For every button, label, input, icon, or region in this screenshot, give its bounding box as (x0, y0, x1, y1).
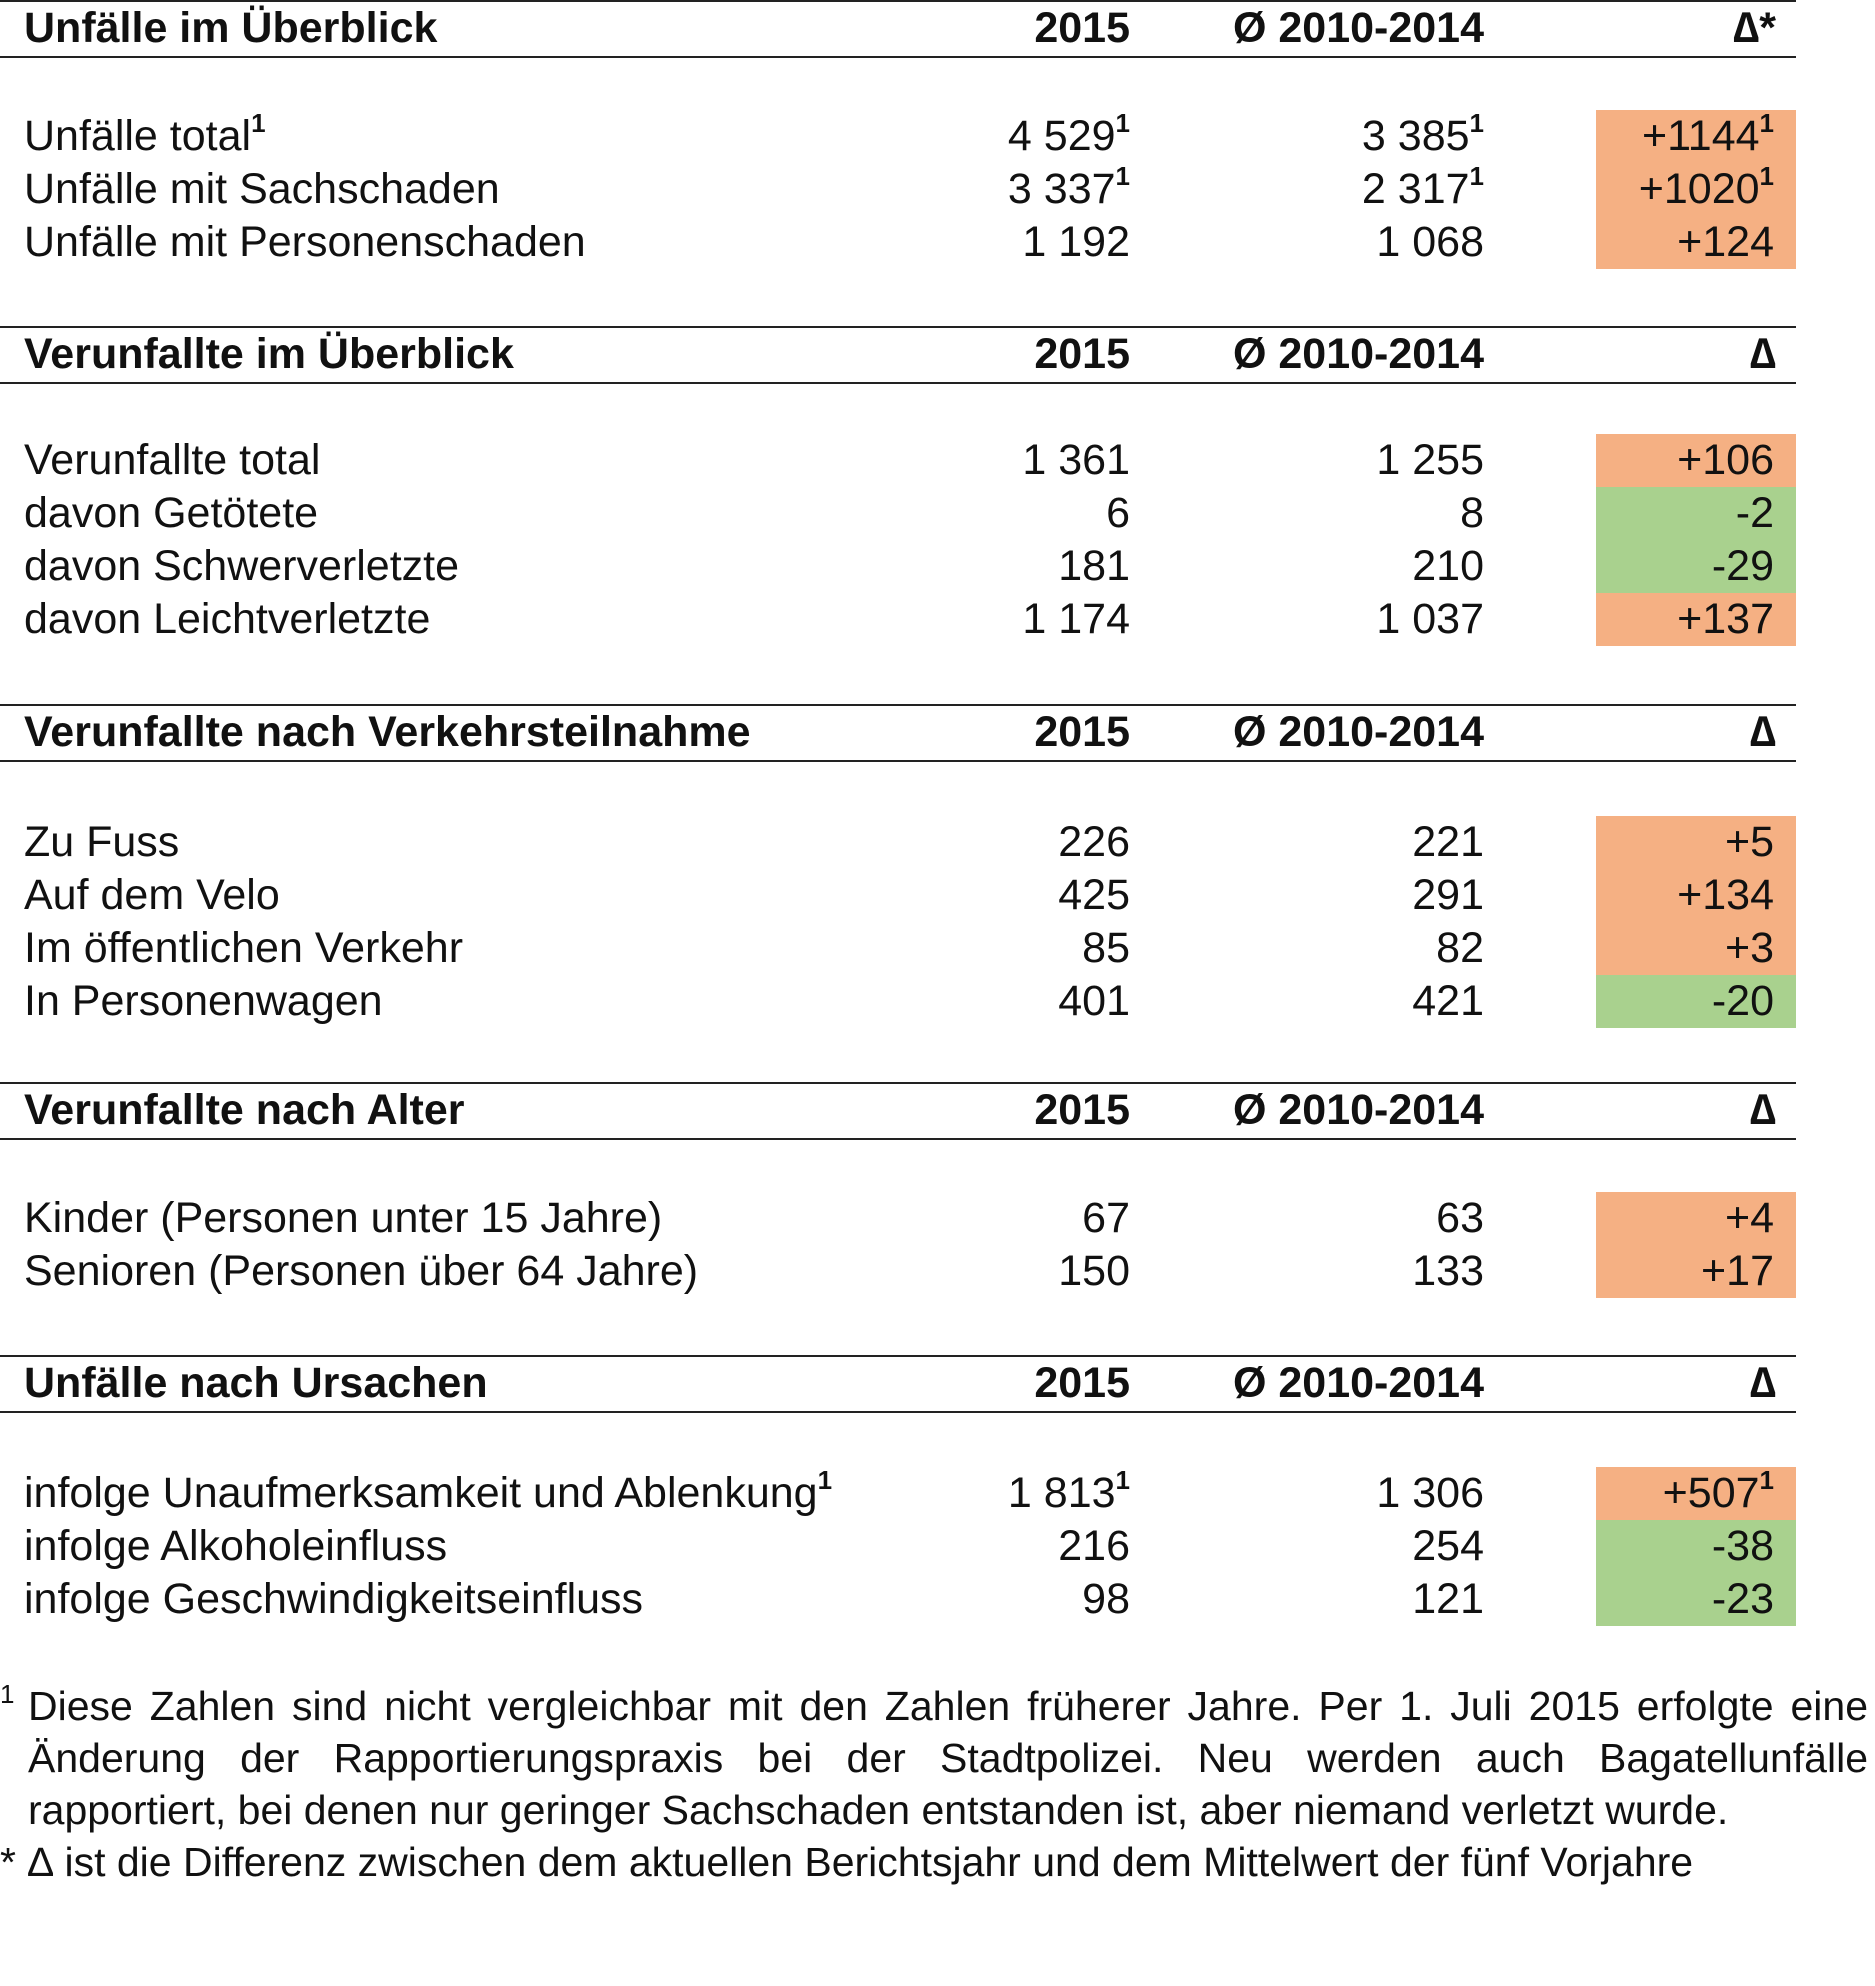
value-delta: +134 (1677, 871, 1774, 919)
table-row (0, 869, 1796, 922)
row-label: Auf dem Velo (24, 871, 280, 919)
footnote-ref: 1 (1759, 1465, 1774, 1495)
section-verunfallte-ueberblick (0, 326, 1796, 646)
value-delta: -38 (1711, 1522, 1774, 1570)
value-average: 82 (1436, 924, 1484, 972)
section-header (0, 0, 1796, 58)
table-row (0, 163, 1796, 216)
column-header-average: Ø 2010-2014 (1232, 4, 1484, 52)
value-delta: $+1020^1$ (1638, 161, 1774, 213)
table-row (0, 816, 1796, 869)
value-delta: +4 (1724, 1194, 1774, 1242)
value-2015: 150 (1058, 1247, 1130, 1295)
footnote-ref: 1 (1759, 161, 1774, 191)
row-label: davon Schwerverletzte (24, 542, 459, 590)
value-average: 1 037 (1376, 595, 1484, 643)
value-delta: -23 (1711, 1575, 1774, 1623)
value-delta: +106 (1677, 436, 1774, 484)
value-average: 291 (1412, 871, 1484, 919)
delta-footnote-mark: * (1759, 4, 1776, 52)
footnote-text: Diese Zahlen sind nicht vergleichbar mit den Zahlen früherer Jahre. Per 1. Juli 2015 erfolgte eine Änderung der Rapportierungspraxis bei der Stadtpolizei. Neu werden auch Bagatellunfälle rapportiert, bei denen nur geringer Sachschaden entstanden ist, aber niemand verletzt wurde. (28, 1683, 1868, 1833)
section-title: Verunfallte nach Verkehrsteilnahme (24, 708, 751, 756)
section-title: Verunfallte im Überblick (24, 330, 514, 378)
row-label: Senioren (Personen über 64 Jahre) (24, 1247, 699, 1295)
value-2015: 181 (1058, 542, 1130, 590)
row-label: Zu Fuss (24, 818, 180, 866)
row-label: infolge Unaufmerksamkeit und Ablenkung$^1$ (24, 1465, 833, 1517)
footnote-ref: 1 (251, 108, 266, 138)
table-row (0, 110, 1796, 163)
row-label: Unfälle total$^1$ (24, 108, 266, 160)
section-verkehrsteilnahme (0, 704, 1796, 1028)
footnote-ref: 1 (1759, 108, 1774, 138)
section-title: Unfälle nach Ursachen (24, 1359, 488, 1407)
value-2015: 216 (1058, 1522, 1130, 1570)
table-row (0, 922, 1796, 975)
value-2015: 226 (1058, 818, 1130, 866)
table-row (0, 434, 1796, 487)
value-delta: -2 (1735, 489, 1774, 537)
section-unfaelle-ueberblick (0, 0, 1796, 269)
section-header (0, 326, 1796, 384)
footnote-ref: 1 (1115, 161, 1130, 191)
footnote-ref: 1 (1115, 108, 1130, 138)
table-row (0, 593, 1796, 646)
table-row (0, 216, 1796, 269)
value-delta: $+1144^1$ (1641, 108, 1774, 160)
table-row (0, 487, 1796, 540)
value-delta: $+507^1$ (1662, 1465, 1774, 1517)
table-row (0, 540, 1796, 593)
column-header-delta: ∆ (1749, 330, 1776, 378)
value-delta: +137 (1677, 595, 1774, 643)
column-header-2015: 2015 (1034, 1359, 1130, 1407)
value-2015: 1 174 (1022, 595, 1130, 643)
table-row (0, 1520, 1796, 1573)
value-average: 1 255 (1376, 436, 1484, 484)
column-header-average: Ø 2010-2014 (1232, 330, 1484, 378)
column-header-average: Ø 2010-2014 (1232, 1086, 1484, 1134)
value-average: 8 (1460, 489, 1484, 537)
column-header-2015: 2015 (1034, 4, 1130, 52)
value-delta: +124 (1677, 218, 1774, 266)
row-label: infolge Alkoholeinfluss (24, 1522, 448, 1570)
row-label: davon Getötete (24, 489, 319, 537)
value-2015: 98 (1082, 1575, 1130, 1623)
row-label: infolge Geschwindigkeitseinfluss (24, 1575, 644, 1623)
value-average: 133 (1412, 1247, 1484, 1295)
table-row (0, 975, 1796, 1028)
section-header (0, 704, 1796, 762)
footnote-mark: 1 (0, 1679, 15, 1709)
footnote-mark: * (0, 1839, 16, 1885)
value-delta: -29 (1711, 542, 1774, 590)
row-label: Kinder (Personen unter 15 Jahre) (24, 1194, 663, 1242)
value-average: 421 (1412, 977, 1484, 1025)
column-header-2015: 2015 (1034, 708, 1130, 756)
delta-symbol: ∆ (1732, 4, 1760, 52)
value-delta: -20 (1711, 977, 1774, 1025)
column-header-2015: 2015 (1034, 1086, 1130, 1134)
value-2015: 4 $529^1$ (1007, 108, 1130, 160)
footnote-ref: 1 (1469, 108, 1484, 138)
value-2015: 85 (1082, 924, 1130, 972)
column-header-delta (1733, 2, 1776, 54)
column-header-2015: 2015 (1034, 330, 1130, 378)
footnote (0, 1836, 1868, 1888)
value-average: 210 (1412, 542, 1484, 590)
value-2015: 1 $813^1$ (1007, 1465, 1130, 1517)
section-header (0, 1355, 1796, 1413)
row-label: davon Leichtverletzte (24, 595, 431, 643)
value-average: 1 068 (1376, 218, 1484, 266)
value-average: 254 (1412, 1522, 1484, 1570)
footnote-text: ∆ ist die Differenz zwischen dem aktuellen Berichtsjahr und dem Mittelwert der fünf Vorjahre (28, 1839, 1694, 1885)
section-header (0, 1082, 1796, 1140)
value-2015: 3 $337^1$ (1007, 161, 1130, 213)
row-label: Verunfallte total (24, 436, 321, 484)
value-2015: 1 192 (1022, 218, 1130, 266)
value-2015: 6 (1106, 489, 1130, 537)
table-row (0, 1573, 1796, 1626)
column-header-delta: ∆ (1749, 1359, 1776, 1407)
value-delta: +5 (1724, 818, 1774, 866)
section-title: Verunfallte nach Alter (24, 1086, 465, 1134)
value-average: 121 (1412, 1575, 1484, 1623)
row-label: Im öffentlichen Verkehr (24, 924, 464, 972)
section-ursachen (0, 1355, 1796, 1626)
footnotes (0, 1680, 1868, 1888)
column-header-delta: ∆ (1749, 1086, 1776, 1134)
value-2015: 1 361 (1022, 436, 1130, 484)
value-average: 63 (1436, 1194, 1484, 1242)
value-average: 3 $385^1$ (1361, 108, 1484, 160)
footnote-ref: 1 (817, 1465, 833, 1495)
section-title: Unfälle im Überblick (24, 4, 438, 52)
value-2015: 425 (1058, 871, 1130, 919)
value-average: 1 306 (1376, 1469, 1484, 1517)
column-header-average: Ø 2010-2014 (1232, 1359, 1484, 1407)
row-label: Unfälle mit Personenschaden (24, 218, 586, 266)
footnote (0, 1680, 1868, 1836)
column-header-delta: ∆ (1749, 708, 1776, 756)
value-2015: 67 (1082, 1194, 1130, 1242)
value-2015: 401 (1058, 977, 1130, 1025)
row-label: In Personenwagen (24, 977, 383, 1025)
value-delta: +17 (1701, 1247, 1774, 1295)
footnote-ref: 1 (1115, 1465, 1130, 1495)
value-average: 2 $317^1$ (1361, 161, 1484, 213)
value-delta: +3 (1724, 924, 1774, 972)
table-row (0, 1467, 1796, 1520)
table-row (0, 1245, 1796, 1298)
table-row (0, 1192, 1796, 1245)
footnote-ref: 1 (1469, 161, 1484, 191)
column-header-average: Ø 2010-2014 (1232, 708, 1484, 756)
value-average: 221 (1412, 818, 1484, 866)
section-alter (0, 1082, 1796, 1298)
row-label: Unfälle mit Sachschaden (24, 165, 500, 213)
